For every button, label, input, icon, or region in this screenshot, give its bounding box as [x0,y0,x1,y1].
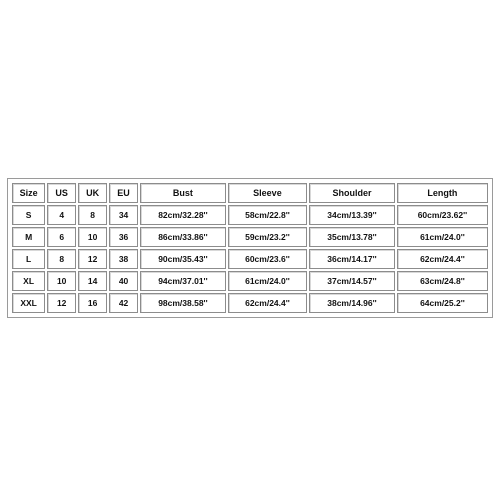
cell-length: 64cm/25.2'' [397,293,488,313]
table-row [12,227,488,247]
cell-eu: 38 [109,249,138,269]
cell-bust: 82cm/32.28'' [140,205,226,225]
cell-sleeve: 58cm/22.8'' [228,205,307,225]
cell-uk: 10 [78,227,107,247]
cell-uk: 14 [78,271,107,291]
header-sleeve: Sleeve [228,183,307,203]
table-row [12,271,488,291]
header-uk: UK [78,183,107,203]
cell-length: 63cm/24.8'' [397,271,488,291]
cell-us: 8 [47,249,76,269]
cell-shoulder: 34cm/13.39'' [309,205,395,225]
cell-eu: 42 [109,293,138,313]
cell-shoulder: 37cm/14.57'' [309,271,395,291]
size-chart [7,178,493,318]
header-bust: Bust [140,183,226,203]
size-chart-table [10,181,490,315]
cell-shoulder: 38cm/14.96'' [309,293,395,313]
cell-eu: 34 [109,205,138,225]
cell-eu: 40 [109,271,138,291]
cell-us: 12 [47,293,76,313]
cell-size: S [12,205,45,225]
cell-uk: 8 [78,205,107,225]
cell-uk: 16 [78,293,107,313]
cell-length: 61cm/24.0'' [397,227,488,247]
cell-uk: 12 [78,249,107,269]
table-row [12,293,488,313]
table-row [12,249,488,269]
cell-size: XL [12,271,45,291]
cell-sleeve: 62cm/24.4'' [228,293,307,313]
cell-bust: 98cm/38.58'' [140,293,226,313]
cell-sleeve: 59cm/23.2'' [228,227,307,247]
cell-length: 62cm/24.4'' [397,249,488,269]
cell-shoulder: 35cm/13.78'' [309,227,395,247]
cell-us: 10 [47,271,76,291]
header-shoulder: Shoulder [309,183,395,203]
cell-eu: 36 [109,227,138,247]
cell-bust: 90cm/35.43'' [140,249,226,269]
cell-sleeve: 60cm/23.6'' [228,249,307,269]
header-eu: EU [109,183,138,203]
cell-bust: 94cm/37.01'' [140,271,226,291]
header-length: Length [397,183,488,203]
header-row [12,183,488,203]
cell-length: 60cm/23.62'' [397,205,488,225]
cell-us: 4 [47,205,76,225]
cell-bust: 86cm/33.86'' [140,227,226,247]
cell-shoulder: 36cm/14.17'' [309,249,395,269]
header-size: Size [12,183,45,203]
cell-size: L [12,249,45,269]
header-us: US [47,183,76,203]
cell-sleeve: 61cm/24.0'' [228,271,307,291]
cell-size: M [12,227,45,247]
table-row [12,205,488,225]
cell-size: XXL [12,293,45,313]
cell-us: 6 [47,227,76,247]
